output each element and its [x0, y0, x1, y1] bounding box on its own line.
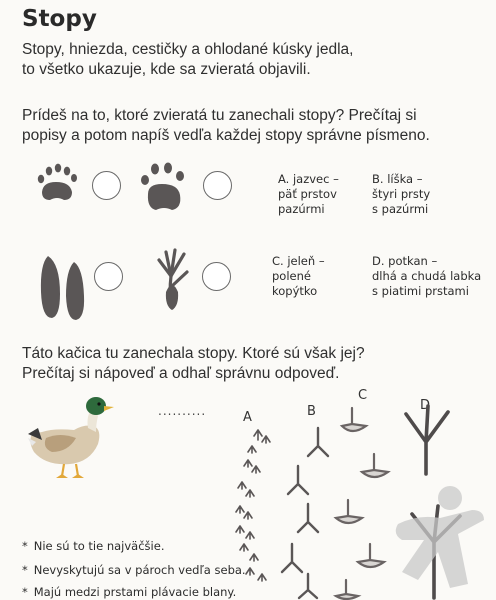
option-b-line-1: B. líška – — [372, 172, 423, 186]
page-title: Stopy — [22, 6, 97, 32]
rat-paw-icon — [152, 246, 194, 314]
hint-1-text: Nie sú to tie najväčšie. — [33, 539, 165, 553]
badger-paw-icon — [34, 162, 80, 204]
track-b-prints — [278, 424, 338, 600]
hint-3 — [22, 585, 236, 599]
answer-circle-2[interactable] — [203, 171, 232, 200]
track-label-c: C — [358, 388, 368, 403]
option-c-line-1: C. jeleň – — [272, 254, 325, 268]
task2-line-2: Prečítaj si nápoveď a odhaľ správnu odpoveď. — [22, 365, 340, 382]
option-c-line-2: polené — [272, 269, 311, 283]
option-a — [278, 172, 339, 217]
option-d-line-3: s piatimi prstami — [372, 284, 469, 298]
track-label-d: D — [420, 398, 431, 413]
option-c — [272, 254, 325, 299]
answer-circle-1[interactable] — [92, 171, 121, 200]
hint-bullet: * — [22, 539, 28, 553]
hint-2 — [22, 563, 246, 577]
hint-bullet: * — [22, 585, 28, 599]
task1-instructions — [22, 106, 430, 146]
track-label-b: B — [307, 404, 316, 419]
option-d — [372, 254, 481, 299]
task1-line-2: popisy a potom napíš vedľa každej stopy správne písmeno. — [22, 127, 430, 144]
answer-circle-3[interactable] — [94, 262, 123, 291]
hint-2-text: Nevyskytujú sa v pároch vedľa seba. — [33, 563, 246, 577]
task2-line-1: Táto kačica tu zanechala stopy. Ktoré sú však jej? — [22, 345, 365, 362]
option-c-line-3: kopýtko — [272, 284, 318, 298]
option-a-line-2: päť prstov — [278, 187, 337, 201]
answer-blank[interactable]: .......... — [158, 404, 207, 418]
fox-paw-icon — [138, 160, 190, 214]
watermark-figure-icon — [388, 484, 492, 594]
track-label-a: A — [243, 410, 252, 425]
task1-line-1: Prídeš na to, ktoré zvieratá tu zanechali stopy? Prečítaj si — [22, 107, 417, 124]
option-b-line-2: štyri prsty — [372, 187, 431, 201]
intro-line-1: Stopy, hniezda, cestičky a ohlodané kúsky jedla, — [22, 41, 354, 58]
option-b-line-3: s pazúrmi — [372, 202, 429, 216]
hint-bullet: * — [22, 563, 28, 577]
task2-instructions — [22, 344, 365, 384]
answer-circle-4[interactable] — [202, 262, 231, 291]
track-c-prints — [330, 404, 396, 600]
option-a-line-1: A. jazvec – — [278, 172, 339, 186]
hint-3-text: Majú medzi prstami plávacie blany. — [33, 585, 237, 599]
duck-illustration — [24, 394, 120, 486]
intro-line-2: to všetko ukazuje, kde sa zvieratá objavili. — [22, 61, 311, 78]
option-b — [372, 172, 430, 217]
option-d-line-1: D. potkan – — [372, 254, 438, 268]
intro-text — [22, 40, 353, 80]
option-a-line-3: pazúrmi — [278, 202, 325, 216]
hint-1 — [22, 539, 164, 553]
deer-hoof-icon — [38, 252, 88, 324]
option-d-line-2: dlhá a chudá labka — [372, 269, 482, 283]
